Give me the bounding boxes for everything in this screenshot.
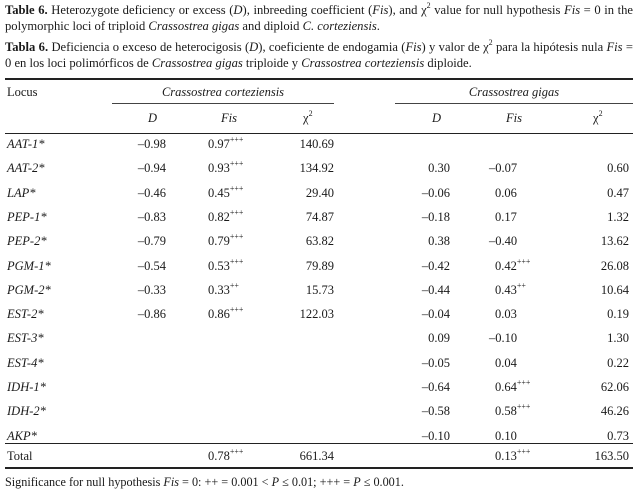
locus-name: PEP-1* [7,210,47,224]
d-gigas: –0.58 [421,404,450,418]
group-b-underline [395,103,633,104]
caption-text: = 0 in the polymorphic loci of triploid [5,3,633,33]
fis-gigas [495,356,517,371]
d-gigas: –0.44 [421,283,450,297]
chi-superscript: 2 [308,108,313,118]
caption-text: C. corteziensis [302,18,377,33]
caption-text: Crassostrea corteziensis [301,55,425,70]
significance-mark: ++ [229,280,239,290]
significance-mark: +++ [516,377,531,387]
fis-gigas [495,307,517,322]
chi-superscript: 2 [598,108,603,118]
caption-text: Fis [372,3,389,17]
fis-value: 0.97 [208,137,230,151]
caption-text: and diploid [239,18,303,33]
d-gigas: 0.09 [428,331,450,345]
chi-gigas: 0.22 [607,356,629,370]
total-fis-corteziensis [208,446,244,464]
significance-mark: +++ [229,304,244,314]
significance-mark: +++ [516,401,531,411]
caption-text: Fis [564,3,581,17]
total-top-rule [5,443,633,444]
fis-value: 0.06 [495,186,517,200]
fis-value: 0.82 [208,210,230,224]
fis-corteziensis [208,280,239,298]
fis-value: 0.58 [495,404,517,418]
fis-gigas [495,210,517,225]
table-footnote [5,475,404,490]
fis-gigas [495,186,517,201]
locus-name: PGM-2* [7,283,51,297]
d-corteziensis: –0.98 [137,137,166,151]
chi-corteziensis: 29.40 [305,186,334,200]
footnote-text: P [353,475,361,489]
d-corteziensis: –0.86 [137,307,166,321]
chi-gigas: 46.26 [600,404,629,418]
fis-value: 0.86 [208,307,230,321]
significance-mark: +++ [229,134,244,144]
significance-mark: +++ [516,256,531,266]
caption-text: diploide. [424,55,472,70]
chi-gigas: 0.60 [607,161,629,175]
chi-corteziensis: 122.03 [299,307,334,321]
group-a-underline [112,103,334,104]
d-gigas: 0.38 [428,234,450,248]
significance-mark: ++ [516,280,526,290]
d-corteziensis: –0.79 [137,234,166,248]
fis-corteziensis [208,207,244,225]
d-gigas: –0.42 [421,259,450,273]
caption-text: value for null hypothesis [430,3,564,17]
chi-gigas: 0.73 [607,429,629,443]
locus-name: EST-4* [7,356,44,370]
fis-corteziensis [208,304,244,322]
total-label: Total [7,449,33,463]
caption-spanish [5,37,633,71]
header-group-gigas: Crassostrea gigas [468,85,560,99]
fis-value: 0.53 [208,259,230,273]
fis-value: 0.03 [495,307,517,321]
d-gigas: –0.04 [421,307,450,321]
fis-corteziensis [208,158,244,176]
chi-corteziensis: 15.73 [305,283,334,297]
caption-text: Deficiencia o exceso de heterocigosis ( [51,40,250,54]
header-chi-gigas [593,108,603,126]
caption-text: Crassostrea gigas [151,55,243,70]
fis-value: 0.04 [495,356,517,370]
chi-gigas: 1.30 [607,331,629,345]
locus-name: IDH-2* [7,404,46,418]
fis-value: 0.13 [495,449,517,463]
caption-text: Heterozygote deficiency or excess ( [51,3,234,17]
caption-label: Tabla 6. [5,40,49,54]
d-corteziensis: –0.94 [137,161,166,175]
significance-mark: +++ [229,158,244,168]
d-gigas: –0.06 [421,186,450,200]
significance-mark: +++ [516,446,531,456]
footnote-text: Fis [163,475,179,489]
chi-corteziensis: 63.82 [305,234,334,248]
header-locus: Locus [7,85,38,99]
header-fis-gigas: Fis [506,111,522,125]
chi-gigas: 10.64 [600,283,629,297]
caption-text: Crassostrea gigas [148,18,240,33]
caption-text: ) y valor de χ [421,40,489,54]
locus-name: PEP-2* [7,234,47,248]
fis-gigas [489,331,517,346]
footnote-text: ≤ 0.01; +++ = [279,475,354,489]
fis-value: 0.78 [208,449,230,463]
fis-value: 0.45 [208,186,230,200]
fis-corteziensis [208,256,244,274]
fis-gigas [495,377,531,395]
footnote-text: P [271,475,280,489]
fis-value: 0.64 [495,380,517,394]
fis-corteziensis [208,183,244,201]
table-bottom-rule [5,467,633,469]
caption-text: para la hipótesis nula [492,40,607,54]
fis-value: 0.43 [495,283,517,297]
d-corteziensis: –0.33 [137,283,166,297]
chi-gigas: 1.32 [607,210,629,224]
chi-corteziensis: 140.69 [299,137,334,151]
fis-value: –0.40 [489,234,518,248]
caption-text: ), and χ [388,3,427,17]
caption-text: Fis [405,40,422,54]
fis-corteziensis [208,134,244,152]
caption-text: = 0 en los loci polimórficos de [5,40,633,70]
fis-value: 0.93 [208,161,230,175]
fis-gigas [495,280,526,298]
header-bottom-rule [5,133,633,134]
total-chi-corteziensis: 661.34 [299,449,334,463]
caption-text: D [233,3,243,17]
fis-corteziensis [208,231,244,249]
chi-symbol: χ [593,111,599,125]
fis-value: 0.42 [495,259,517,273]
significance-mark: +++ [229,446,244,456]
fis-gigas [495,429,517,444]
d-corteziensis: –0.54 [137,259,166,273]
chi-gigas: 26.08 [600,259,629,273]
footnote-text: Significance for null hypothesis [5,475,164,489]
chi-symbol: χ [303,111,309,125]
significance-mark: +++ [229,231,244,241]
caption-superscript: 2 [488,37,493,47]
d-gigas: –0.18 [421,210,450,224]
caption-text: ), inbreeding coefficient ( [242,3,373,17]
chi-corteziensis: 74.87 [305,210,334,224]
caption-text: Fis [606,40,623,54]
locus-name: AAT-1* [7,137,45,151]
locus-name: EST-2* [7,307,44,321]
header-d-gigas: D [432,111,442,125]
d-corteziensis: –0.83 [137,210,166,224]
locus-name: IDH-1* [7,380,46,394]
header-chi-corteziensis [303,108,313,126]
caption-text: triploide y [242,55,302,70]
fis-value: 0.33 [208,283,230,297]
chi-gigas: 13.62 [600,234,629,248]
locus-name: AAT-2* [7,161,45,175]
caption-text: D [249,40,259,54]
locus-name: PGM-1* [7,259,51,273]
fis-value: 0.17 [495,210,517,224]
footnote-text: = 0: ++ = 0.001 < [179,475,272,489]
fis-gigas [495,401,531,419]
header-fis-corteziensis: Fis [221,111,237,125]
d-corteziensis: –0.46 [137,186,166,200]
significance-mark: +++ [229,207,244,217]
d-gigas: 0.30 [428,161,450,175]
fis-value: 0.79 [208,234,230,248]
fis-gigas [495,256,531,274]
caption-english [5,0,633,34]
d-gigas: –0.64 [421,380,450,394]
locus-name: AKP* [7,429,37,443]
chi-corteziensis: 134.92 [299,161,334,175]
locus-name: EST-3* [7,331,44,345]
significance-mark: +++ [229,256,244,266]
caption-superscript: 2 [426,0,431,10]
header-d-corteziensis: D [148,111,158,125]
fis-value: –0.10 [489,331,518,345]
chi-gigas: 0.47 [607,186,629,200]
caption-label: Table 6. [5,3,48,17]
caption-text: . [376,18,380,33]
chi-gigas: 0.19 [607,307,629,321]
total-chi-gigas: 163.50 [594,449,629,463]
header-group-corteziensis: Crassostrea corteziensis [161,85,285,99]
fis-gigas [489,161,517,176]
total-fis-gigas [495,446,531,464]
chi-gigas: 62.06 [600,380,629,394]
fis-value: 0.10 [495,429,517,443]
chi-corteziensis: 79.89 [305,259,334,273]
locus-name: LAP* [7,186,36,200]
footnote-text: ≤ 0.001. [360,475,404,489]
d-gigas: –0.05 [421,356,450,370]
fis-value: –0.07 [489,161,518,175]
caption-text: ), coeficiente de endogamia ( [258,40,406,54]
fis-gigas [489,234,517,249]
significance-mark: +++ [229,183,244,193]
d-gigas: –0.10 [421,429,450,443]
table-top-rule [5,78,633,80]
